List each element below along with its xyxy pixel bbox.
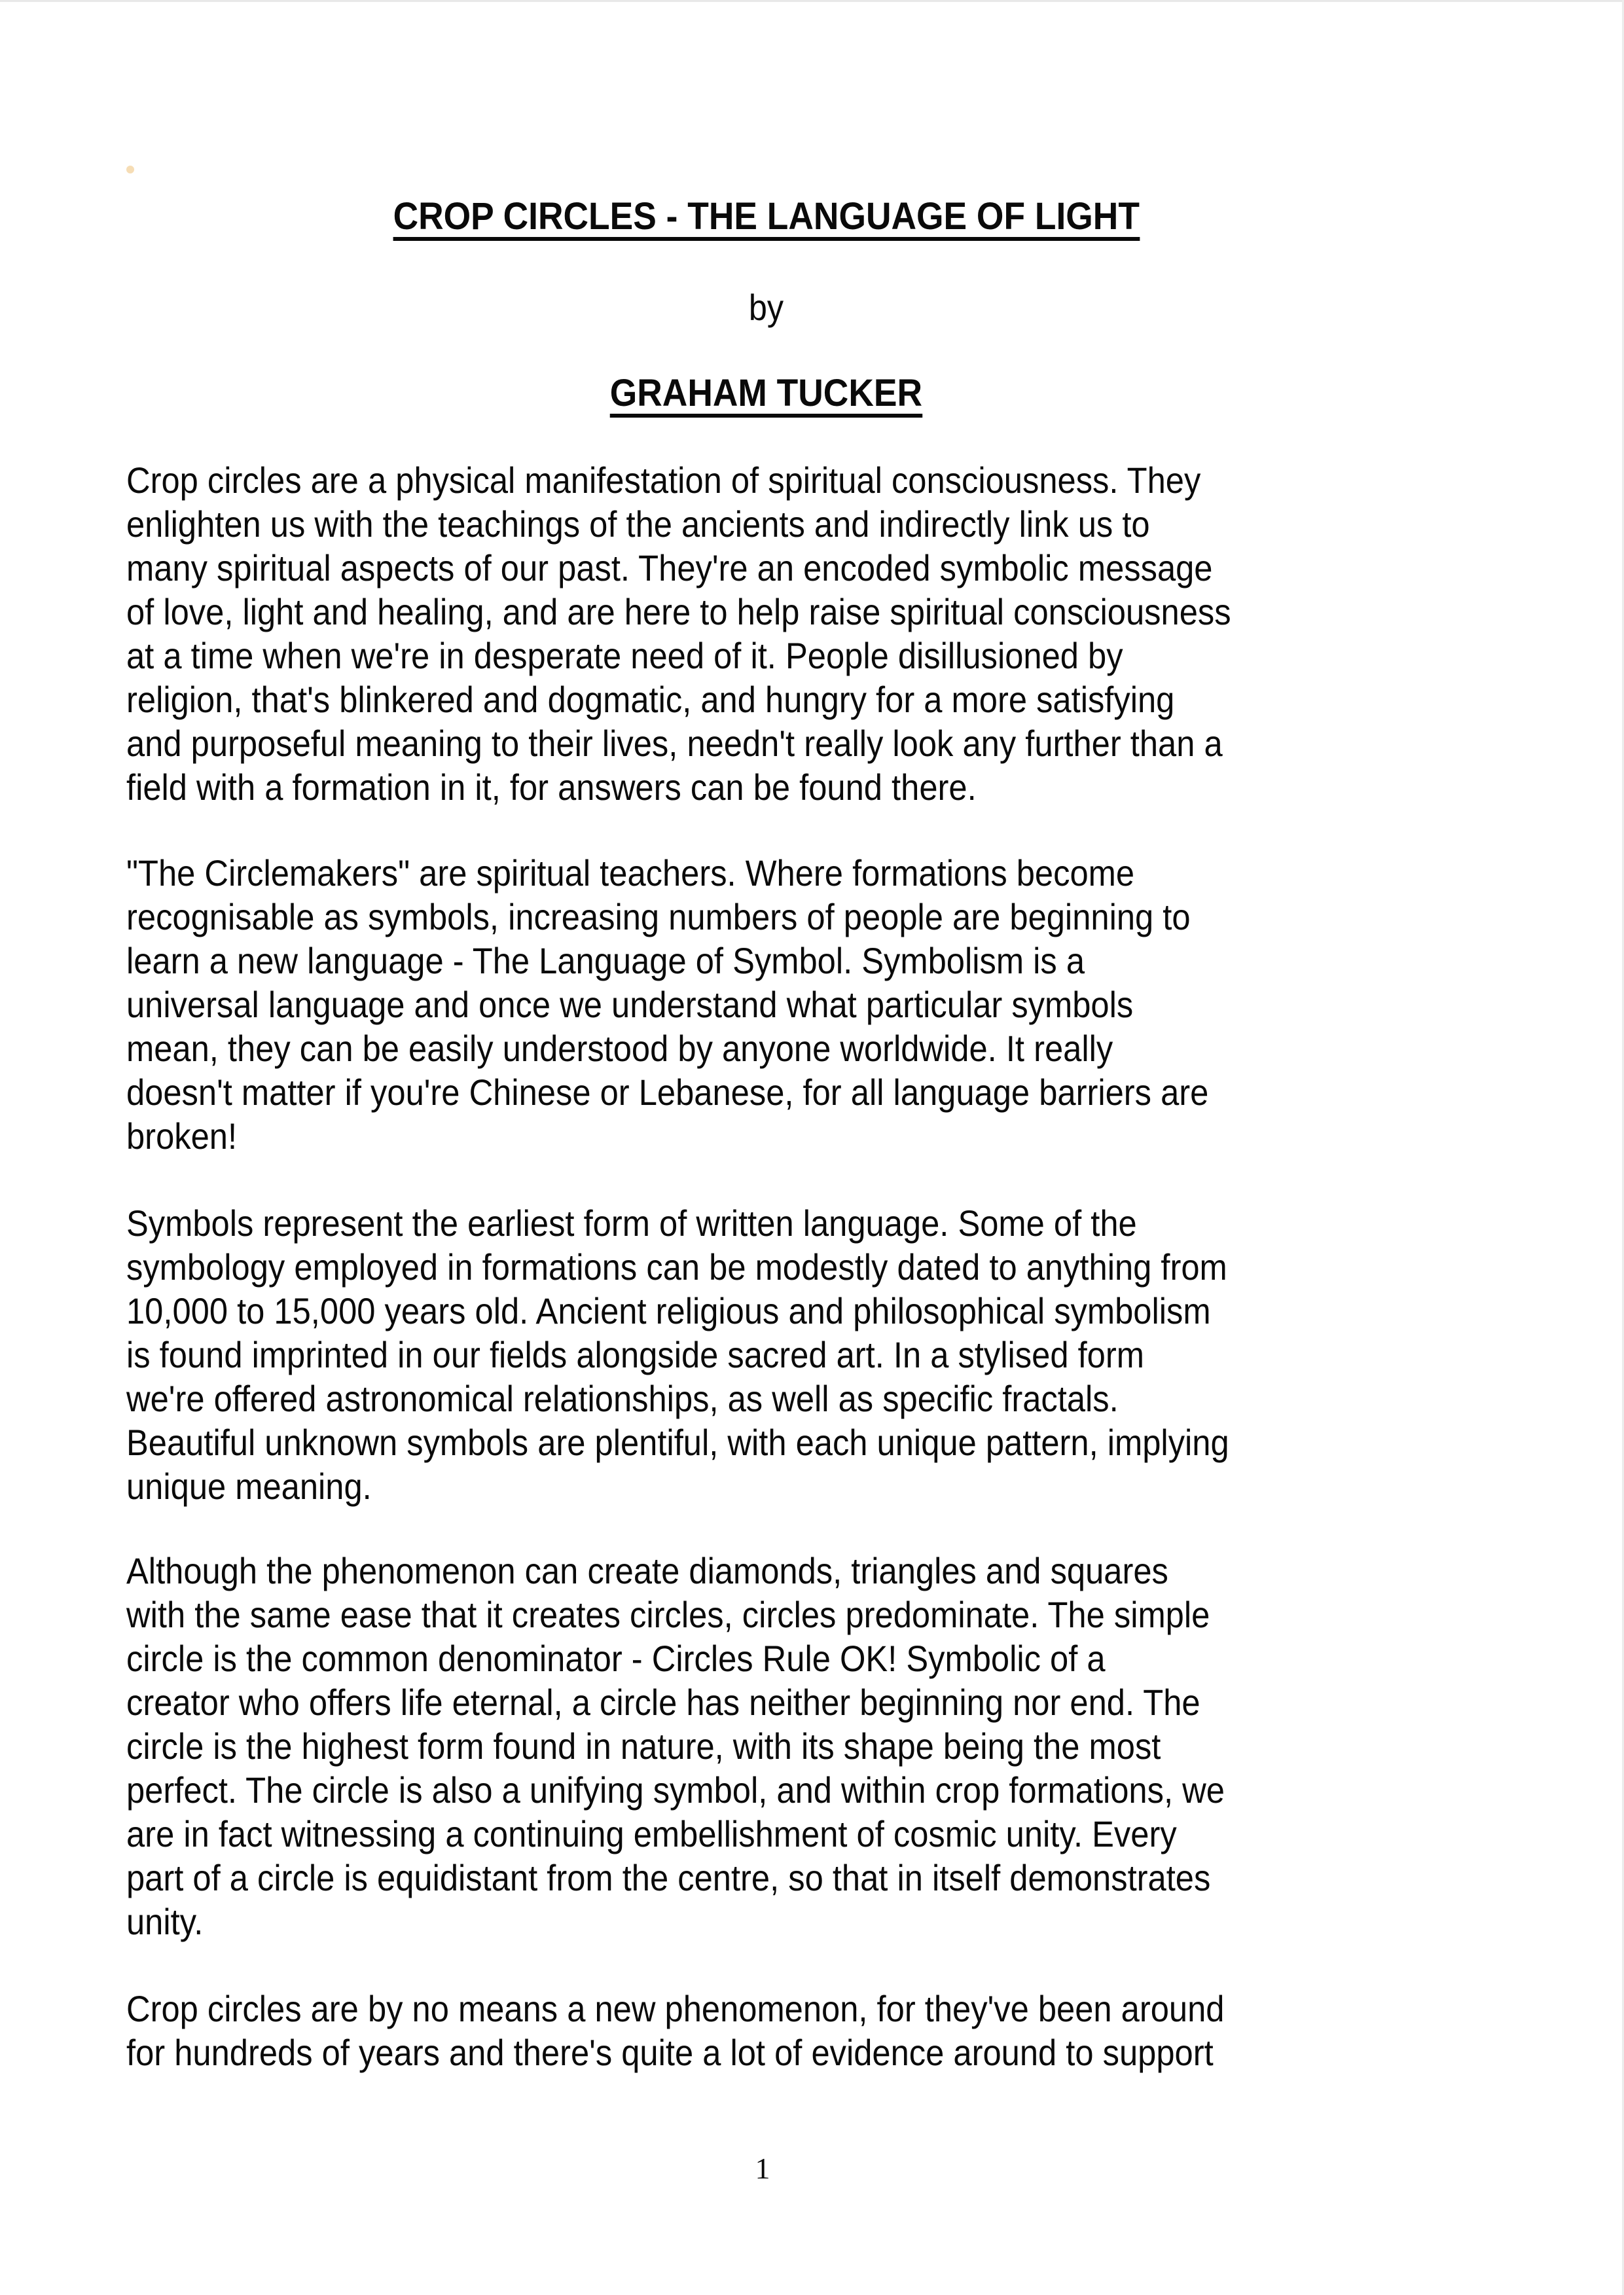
paragraph-line: for hundreds of years and there's quite a lot of evidence around to support bbox=[126, 2032, 1214, 2073]
paragraph-line: field with a formation in it, for answers can be found there. bbox=[126, 767, 977, 808]
paragraph-line: "The Circlemakers" are spiritual teachers. Where formations become bbox=[126, 852, 1135, 894]
paragraph-4 bbox=[126, 1549, 1429, 1943]
paragraph-line: is found imprinted in our fields alongside sacred art. In a stylised form bbox=[126, 1334, 1144, 1375]
paragraph-line: symbology employed in formations can be modestly dated to anything from bbox=[126, 1246, 1227, 1288]
paragraph-line: Although the phenomenon can create diamonds, triangles and squares bbox=[126, 1550, 1168, 1591]
paragraph-1 bbox=[126, 458, 1429, 809]
paragraph-line: religion, that's blinkered and dogmatic, and hungry for a more satisfying bbox=[126, 679, 1175, 720]
document-title bbox=[0, 195, 1532, 241]
paragraph-line: and purposeful meaning to their lives, needn't really look any further than a bbox=[126, 723, 1223, 764]
paragraph-line: recognisable as symbols, increasing numbers of people are beginning to bbox=[126, 896, 1191, 937]
author-name-text: GRAHAM TUCKER bbox=[610, 374, 922, 418]
paragraph-line: perfect. The circle is also a unifying symbol, and within crop formations, we bbox=[126, 1769, 1225, 1811]
paragraph-line: are in fact witnessing a continuing embellishment of cosmic unity. Every bbox=[126, 1813, 1177, 1854]
paragraph-line: learn a new language - The Language of Symbol. Symbolism is a bbox=[126, 940, 1085, 981]
paragraph-line: with the same ease that it creates circles, circles predominate. The simple bbox=[126, 1594, 1210, 1635]
paragraph-line: mean, they can be easily understood by anyone worldwide. It really bbox=[126, 1028, 1113, 1069]
paragraph-line: circle is the highest form found in nature, with its shape being the most bbox=[126, 1726, 1161, 1767]
paragraph-line: doesn't matter if you're Chinese or Lebanese, for all language barriers are bbox=[126, 1072, 1209, 1113]
paragraph-line: 10,000 to 15,000 years old. Ancient religious and philosophical symbolism bbox=[126, 1290, 1211, 1331]
paragraph-5 bbox=[126, 1987, 1429, 2074]
paragraph-line: Beautiful unknown symbols are plentiful, with each unique pattern, implying bbox=[126, 1422, 1229, 1463]
document-title-text: CROP CIRCLES - THE LANGUAGE OF LIGHT bbox=[393, 198, 1139, 241]
paragraph-2 bbox=[126, 851, 1429, 1158]
page-number: 1 bbox=[755, 2152, 770, 2185]
byline: by bbox=[748, 287, 784, 328]
paragraph-line: broken! bbox=[126, 1115, 238, 1157]
paragraph-3 bbox=[126, 1201, 1429, 1508]
paragraph-line: creator who offers life eternal, a circle has neither beginning nor end. The bbox=[126, 1682, 1200, 1723]
paragraph-line: Crop circles are by no means a new phenomenon, for they've been around bbox=[126, 1988, 1225, 2029]
author-name bbox=[0, 374, 1532, 418]
scan-blemish-mark bbox=[126, 166, 134, 173]
paragraph-line: of love, light and healing, and are here to help raise spiritual consciousness bbox=[126, 591, 1231, 632]
paragraph-line: universal language and once we understand what particular symbols bbox=[126, 984, 1134, 1025]
paragraph-line: unity. bbox=[126, 1901, 204, 1942]
page-edge-top bbox=[0, 0, 1624, 2]
paragraph-line: Crop circles are a physical manifestation of spiritual consciousness. They bbox=[126, 460, 1201, 501]
paragraph-line: part of a circle is equidistant from the centre, so that in itself demonstrates bbox=[126, 1857, 1211, 1898]
paragraph-line: unique meaning. bbox=[126, 1466, 372, 1507]
paragraph-line: many spiritual aspects of our past. They're an encoded symbolic message bbox=[126, 547, 1213, 588]
paragraph-line: enlighten us with the teachings of the ancients and indirectly link us to bbox=[126, 503, 1150, 545]
paragraph-line: at a time when we're in desperate need of it. People disillusioned by bbox=[126, 635, 1123, 676]
paragraph-line: we're offered astronomical relationships, as well as specific fractals. bbox=[126, 1378, 1119, 1419]
paragraph-line: circle is the common denominator - Circles Rule OK! Symbolic of a bbox=[126, 1638, 1106, 1679]
paragraph-line: Symbols represent the earliest form of written language. Some of the bbox=[126, 1202, 1137, 1244]
